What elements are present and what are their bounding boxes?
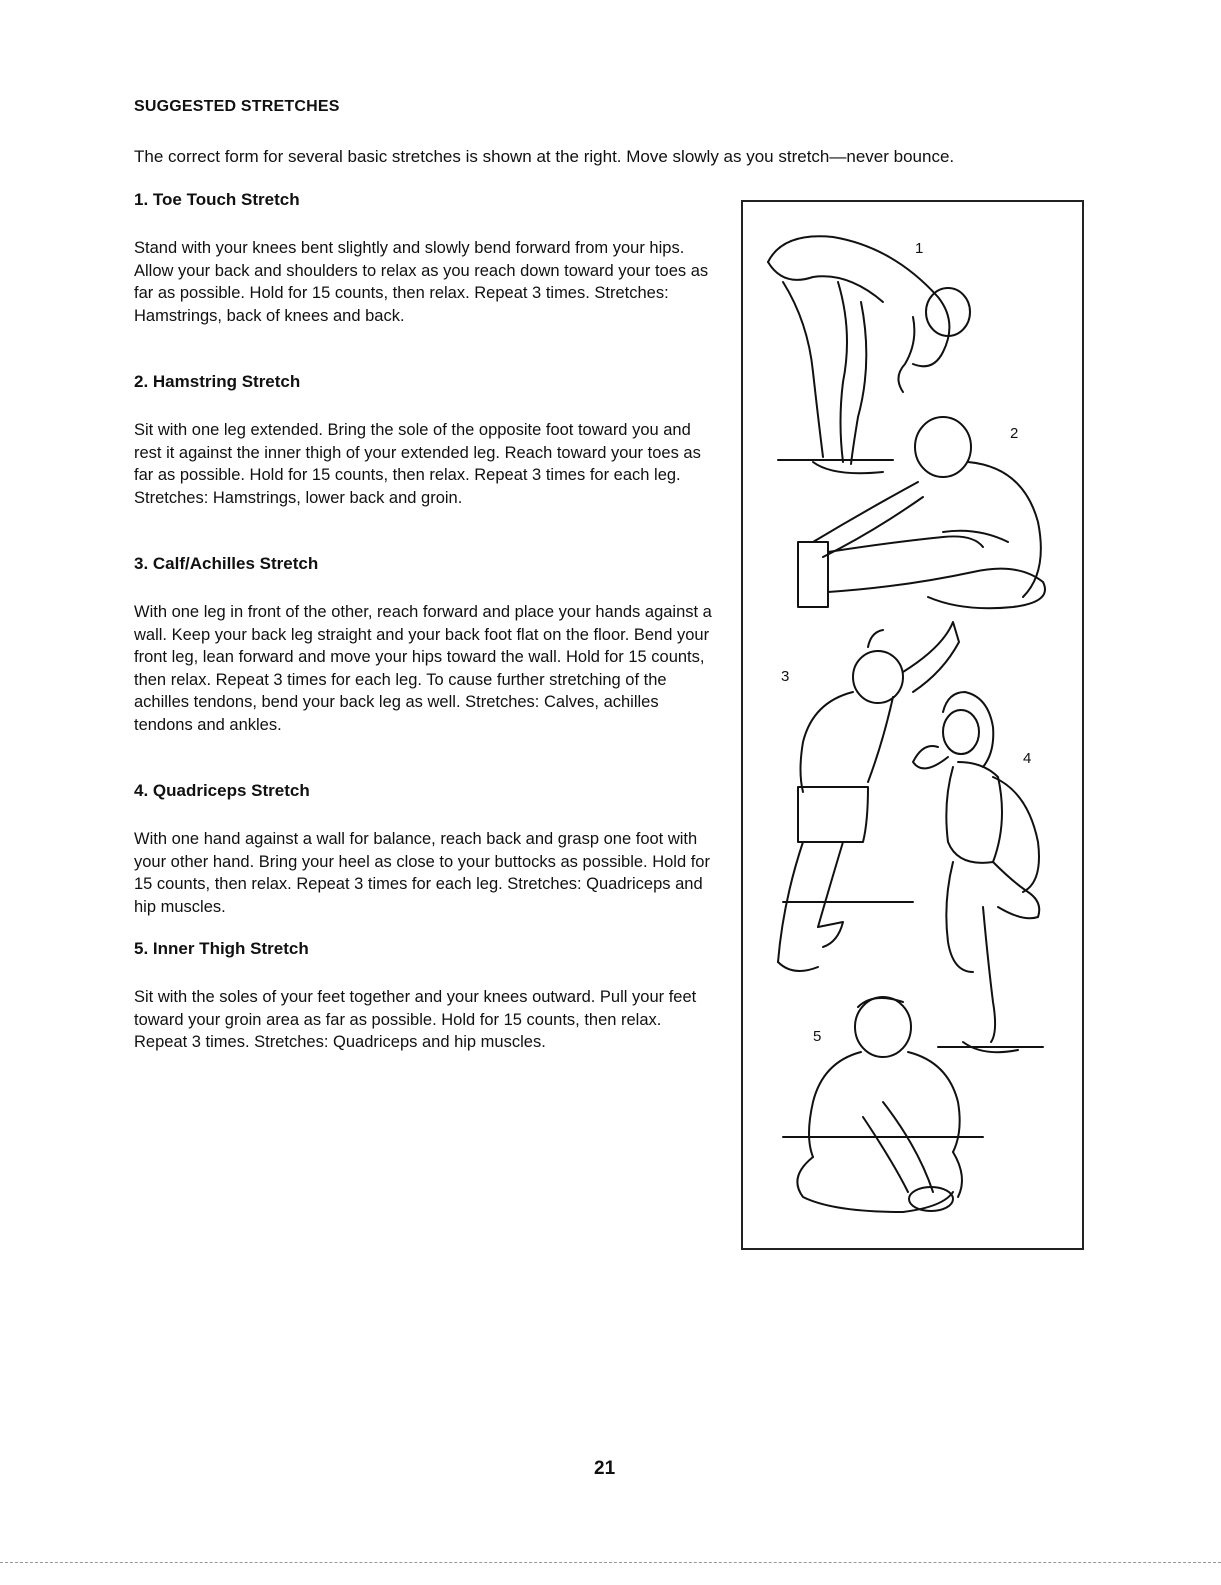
section-quadriceps — [134, 780, 714, 918]
intro-text: The correct form for several basic stretches is shown at the right. Move slowly as you stretch—never bounce. — [134, 147, 955, 166]
section-inner-thigh — [134, 938, 714, 1054]
figure-label: 4 — [1023, 750, 1032, 767]
quadriceps-figure — [913, 692, 1043, 1052]
section-body: With one hand against a wall for balance, reach back and grasp one foot with your other hand. Bring your heel as close to your buttocks as possible. Hold for 15 counts, then relax. Repeat 3 times for each leg. Stretches: Quadriceps and hip muscles. — [134, 830, 710, 916]
section-toe-touch — [134, 189, 714, 327]
section-title: 2. Hamstring Stretch — [134, 372, 301, 391]
figure-label: 3 — [781, 668, 790, 685]
page-heading: SUGGESTED STRETCHES — [134, 98, 340, 115]
section-body: Sit with one leg extended. Bring the sole of the opposite foot toward you and rest it against the inner thigh of your extended leg. Reach toward your toes as far as possible. Hold for 15 counts, then relax. Repeat 3 times for each leg. Stretches: Hamstrings, lower back and groin. — [134, 421, 701, 507]
section-title: 1. Toe Touch Stretch — [134, 190, 300, 209]
stretch-figures-drawing — [743, 202, 1082, 1248]
page-number: 21 — [594, 1458, 616, 1479]
section-body: Stand with your knees bent slightly and slowly bend forward from your hips. Allow your back and shoulders to relax as you reach down toward your toes as far as possible. Hold for 15 counts, then relax. Repeat 3 times. Stretches: Hamstrings, back of knees and back. — [134, 239, 709, 325]
calf-achilles-figure — [778, 622, 959, 971]
page-bottom-edge — [0, 1562, 1221, 1563]
figure-label: 2 — [1010, 425, 1019, 442]
section-body: With one leg in front of the other, reach forward and place your hands against a wall. Keep your back leg straight and your back foot flat on the floor. Bend your front leg, lean forward and move your hips toward the wall. Hold for 15 counts, then relax. Repeat 3 times for each leg. To cause further stretching of the achilles tendons, bend your back leg as well. Stretches: Calves, achilles tendons and ankles. — [134, 603, 712, 734]
section-hamstring — [134, 371, 714, 509]
section-title: 4. Quadriceps Stretch — [134, 781, 310, 800]
section-title: 5. Inner Thigh Stretch — [134, 939, 309, 958]
figure-label: 5 — [813, 1028, 822, 1045]
hamstring-figure — [798, 417, 1045, 608]
section-calf-achilles — [134, 553, 714, 737]
figure-label: 1 — [915, 240, 924, 257]
stretches-illustration — [741, 200, 1084, 1250]
toe-touch-figure — [768, 236, 970, 473]
section-body: Sit with the soles of your feet together and your knees outward. Pull your feet toward your groin area as far as possible. Hold for 15 counts, then relax. Repeat 3 times. Stretches: Quadriceps and hip muscles. — [134, 988, 697, 1052]
section-title: 3. Calf/Achilles Stretch — [134, 554, 319, 573]
